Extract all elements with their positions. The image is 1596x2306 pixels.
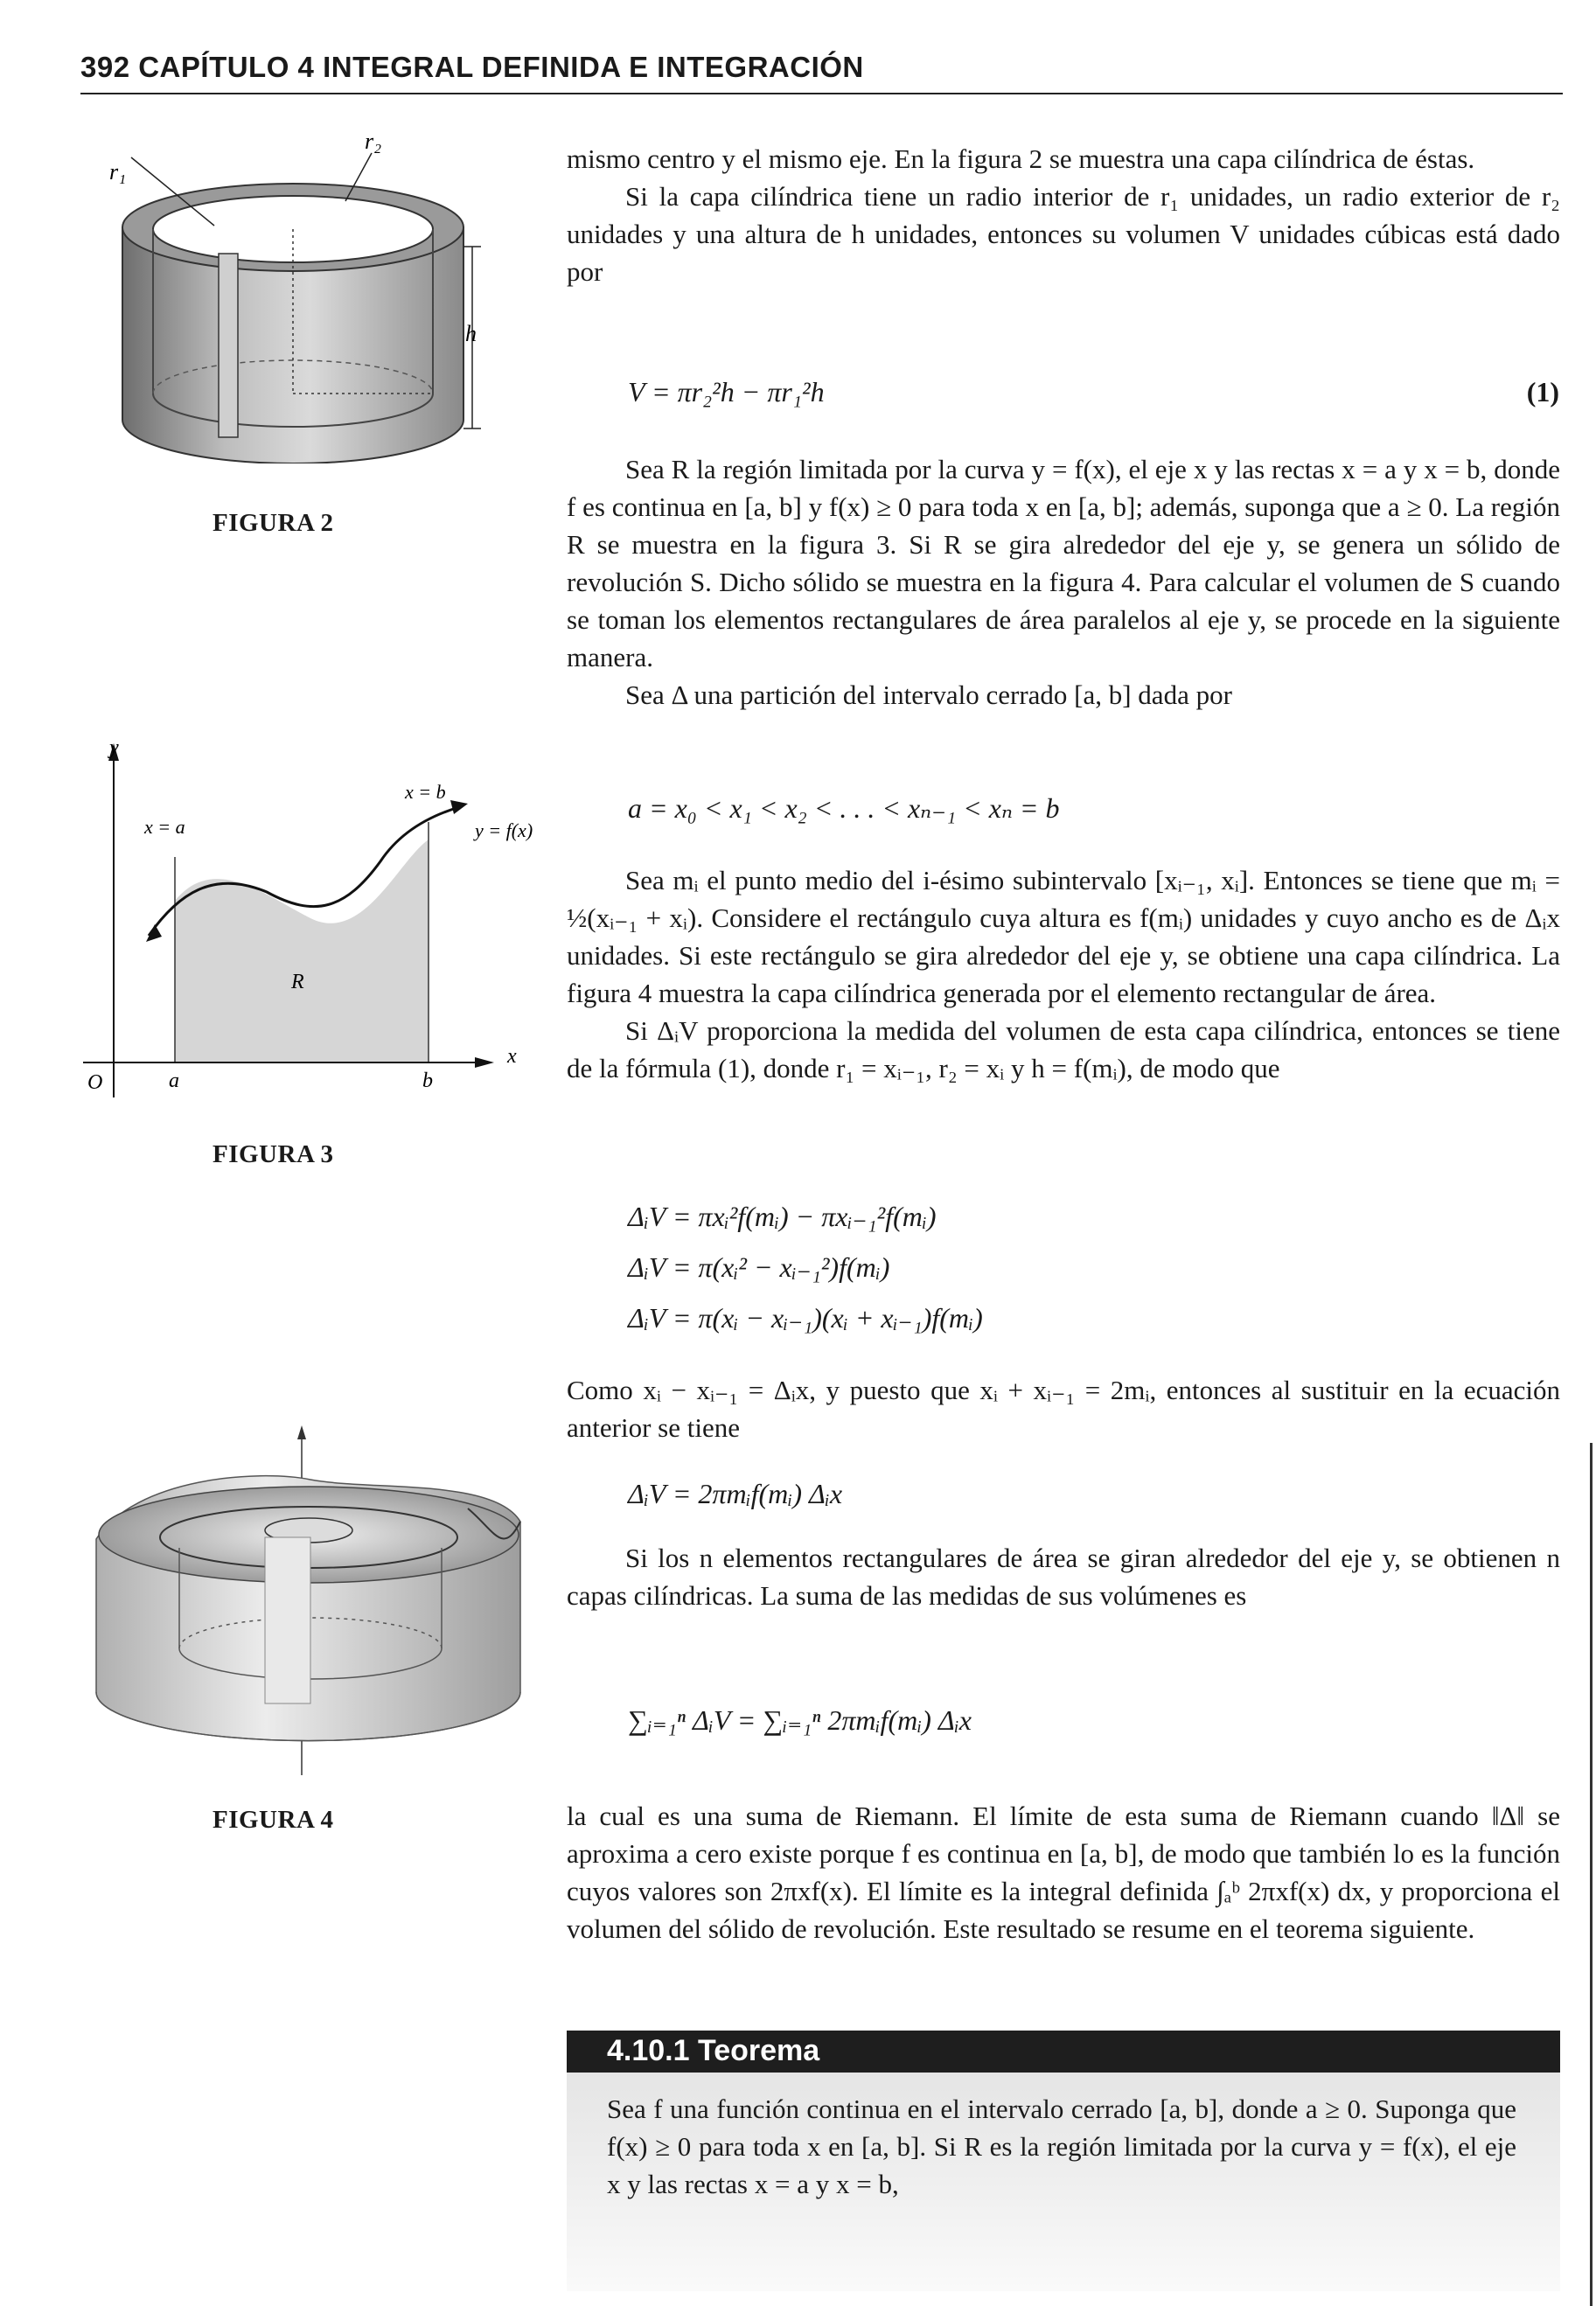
figure-4-solid-of-revolution xyxy=(83,1425,538,1793)
label-x-axis: x xyxy=(507,1045,517,1068)
equation-5: ∑ᵢ₌₁ⁿ ΔᵢV = ∑ᵢ₌₁ⁿ 2πmᵢf(mᵢ) Δᵢx xyxy=(628,1704,972,1736)
label-x-equals-a: x = a xyxy=(144,816,185,838)
label-region-R: R xyxy=(291,971,304,993)
text-block-5 xyxy=(567,1539,1560,1614)
equation-1: V = πr₂²h − πr₁²h xyxy=(628,376,825,408)
paragraph-8: Si los n elementos rectangulares de área se giran alrededor del eje y, se obtienen n capas cilíndricas. La suma de las medidas de sus volúmenes es xyxy=(567,1543,1560,1611)
label-r1: r₁ xyxy=(109,159,127,185)
equation-3c: ΔᵢV = π(xᵢ − xᵢ₋₁)(xᵢ + xᵢ₋₁)f(mᵢ) xyxy=(628,1302,983,1334)
margin-rule xyxy=(1590,1443,1593,2306)
figure-4-caption: FIGURA 4 xyxy=(213,1806,334,1834)
label-origin: O xyxy=(87,1071,103,1094)
figure-2-caption: FIGURA 2 xyxy=(213,509,334,537)
label-b: b xyxy=(422,1069,433,1092)
header-title: 392 CAPÍTULO 4 INTEGRAL DEFINIDA E INTEGRACIÓN xyxy=(80,51,864,83)
paragraph-9: la cual es una suma de Riemann. El límite de esta suma de Riemann cuando ‖Δ‖ se aproxima a cero existe porque f es continua en [a, b], de modo que también lo es la función cuyos valores son 2πxf(x). El límite es la integral definida ∫ₐᵇ 2πxf(x) dx, y proporciona el volumen del sólido de revolución. Este resultado se resume en el teorema siguiente. xyxy=(567,1801,1560,1944)
text-block-6 xyxy=(567,1797,1560,1947)
paragraph-1: mismo centro y el mismo eje. En la figura 2 se muestra una capa cilíndrica de éstas. xyxy=(567,143,1475,174)
label-curve: y = f(x) xyxy=(475,819,533,841)
theorem-header xyxy=(567,2031,1560,2073)
paragraph-7: Como xᵢ − xᵢ₋₁ = Δᵢx, y puesto que xᵢ + xᵢ₋₁ = 2mᵢ, entonces al sustituir en la ecuación anterior se tiene xyxy=(567,1375,1560,1443)
text-block-3 xyxy=(567,861,1560,1087)
label-h: h xyxy=(465,321,477,346)
figure-3-region-plot xyxy=(83,739,555,1106)
paragraph-5: Sea mᵢ el punto medio del i-ésimo subintervalo [xᵢ₋₁, xᵢ]. Entonces se tiene que mᵢ = ½(xᵢ₋₁ + xᵢ). Considere el rectángulo cuya altura es f(mᵢ) unidades y cuyo ancho es de Δᵢx unidades. Si este rectángulo se gira alrededor del eje y, se obtiene una capa cilíndrica. La figura 4 muestra la capa cilíndrica generada por el elemento rectangular de área. xyxy=(567,865,1560,1008)
page-header xyxy=(80,51,1563,94)
paragraph-2: Si la capa cilíndrica tiene un radio interior de r₁ unidades, un radio exterior de r₂ unidades y una altura de h unidades, entonces su volumen V unidades cúbicas está dado por xyxy=(567,181,1560,287)
paragraph-4: Sea Δ una partición del intervalo cerrado [a, b] dada por xyxy=(625,679,1232,710)
text-block-4 xyxy=(567,1371,1560,1446)
equation-1-number: (1) xyxy=(1526,376,1559,408)
label-y-axis: y xyxy=(109,739,119,759)
theorem-title: 4.10.1 Teorema xyxy=(607,2034,820,2067)
equation-3a: ΔᵢV = πxᵢ²f(mᵢ) − πxᵢ₋₁²f(mᵢ) xyxy=(628,1201,937,1232)
theorem-body: Sea f una función continua en el intervalo cerrado [a, b], donde a ≥ 0. Suponga que f(x) ≥ 0 para toda x en [a, b]. Si R es la región limitada por la curva y = f(x), el eje x y las rectas x = a y x = b, xyxy=(607,2094,1516,2199)
text-block-1 xyxy=(567,140,1560,290)
paragraph-6: Si ΔᵢV proporciona la medida del volumen de esta capa cilíndrica, entonces se tiene de la fórmula (1), donde r₁ = xᵢ₋₁, r₂ = xᵢ y h = f(mᵢ), de modo que xyxy=(567,1015,1560,1083)
figure-2-cylindrical-shell xyxy=(83,131,503,463)
figure-3-caption: FIGURA 3 xyxy=(213,1140,334,1168)
paragraph-3: Sea R la región limitada por la curva y = f(x), el eje x y las rectas x = a y x = b, donde f es continua en [a, b] y f(x) ≥ 0 para toda x en [a, b]; además, suponga que a ≥ 0. La región R se muestra en la figura 3. Si R se gira alrededor del eje y, se genera un sólido de revolución S. Dicho sólido se muestra en la figura 4. Para calcular el volumen de S cuando se toman los elementos rectangulares de área paralelos al eje y, se procede en la siguiente manera. xyxy=(567,454,1560,672)
label-x-equals-b: x = b xyxy=(405,781,446,803)
equation-3b: ΔᵢV = π(xᵢ² − xᵢ₋₁²)f(mᵢ) xyxy=(628,1251,890,1283)
label-a: a xyxy=(169,1069,179,1092)
text-block-2 xyxy=(567,450,1560,714)
equation-4: ΔᵢV = 2πmᵢf(mᵢ) Δᵢx xyxy=(628,1478,843,1509)
equation-2: a = x₀ < x₁ < x₂ < . . . < xₙ₋₁ < xₙ = b xyxy=(628,792,1060,824)
label-r2: r₂ xyxy=(365,131,382,154)
